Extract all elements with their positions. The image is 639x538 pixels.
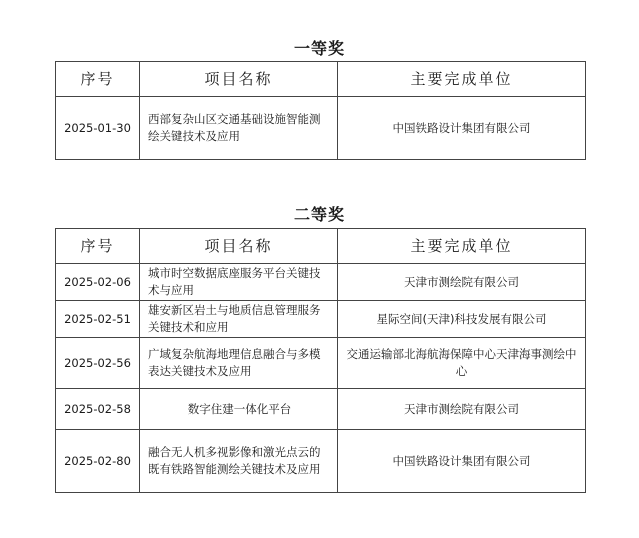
table-row <box>56 97 586 160</box>
first-prize-table <box>55 61 586 160</box>
header-project-name: 项目名称 <box>140 229 338 264</box>
table-row <box>56 301 586 338</box>
row-project-name: 融合无人机多视影像和激光点云的既有铁路智能测绘关键技术及应用 <box>140 430 338 493</box>
row-unit: 天津市测绘院有限公司 <box>338 264 586 301</box>
row-project-name: 雄安新区岩土与地质信息管理服务关键技术和应用 <box>140 301 338 338</box>
first-prize-title: 一等奖 <box>293 39 345 58</box>
table-row <box>56 338 586 389</box>
second-prize-title: 二等奖 <box>293 205 345 224</box>
row-code: 2025-02-58 <box>56 389 140 430</box>
row-code: 2025-02-56 <box>56 338 140 389</box>
row-unit: 交通运输部北海航海保障中心天津海事测绘中心 <box>338 338 586 389</box>
header-main-unit: 主要完成单位 <box>338 62 586 97</box>
table-row <box>56 389 586 430</box>
header-project-name: 项目名称 <box>140 62 338 97</box>
second-prize-table <box>55 228 586 493</box>
header-serial: 序号 <box>56 229 140 264</box>
header-main-unit: 主要完成单位 <box>338 229 586 264</box>
table-header-row <box>56 62 586 97</box>
table-header-row <box>56 229 586 264</box>
row-code: 2025-02-51 <box>56 301 140 338</box>
row-project-name: 西部复杂山区交通基础设施智能测绘关键技术及应用 <box>140 97 338 160</box>
row-unit: 天津市测绘院有限公司 <box>338 389 586 430</box>
row-project-name: 广域复杂航海地理信息融合与多模表达关键技术及应用 <box>140 338 338 389</box>
table-row <box>56 430 586 493</box>
header-serial: 序号 <box>56 62 140 97</box>
row-code: 2025-02-06 <box>56 264 140 301</box>
row-code: 2025-02-80 <box>56 430 140 493</box>
row-project-name: 数字住建一体化平台 <box>140 389 338 430</box>
row-code: 2025-01-30 <box>56 97 140 160</box>
row-project-name: 城市时空数据底座服务平台关键技术与应用 <box>140 264 338 301</box>
row-unit: 中国铁路设计集团有限公司 <box>338 430 586 493</box>
table-row <box>56 264 586 301</box>
row-unit: 中国铁路设计集团有限公司 <box>338 97 586 160</box>
row-unit: 星际空间(天津)科技发展有限公司 <box>338 301 586 338</box>
